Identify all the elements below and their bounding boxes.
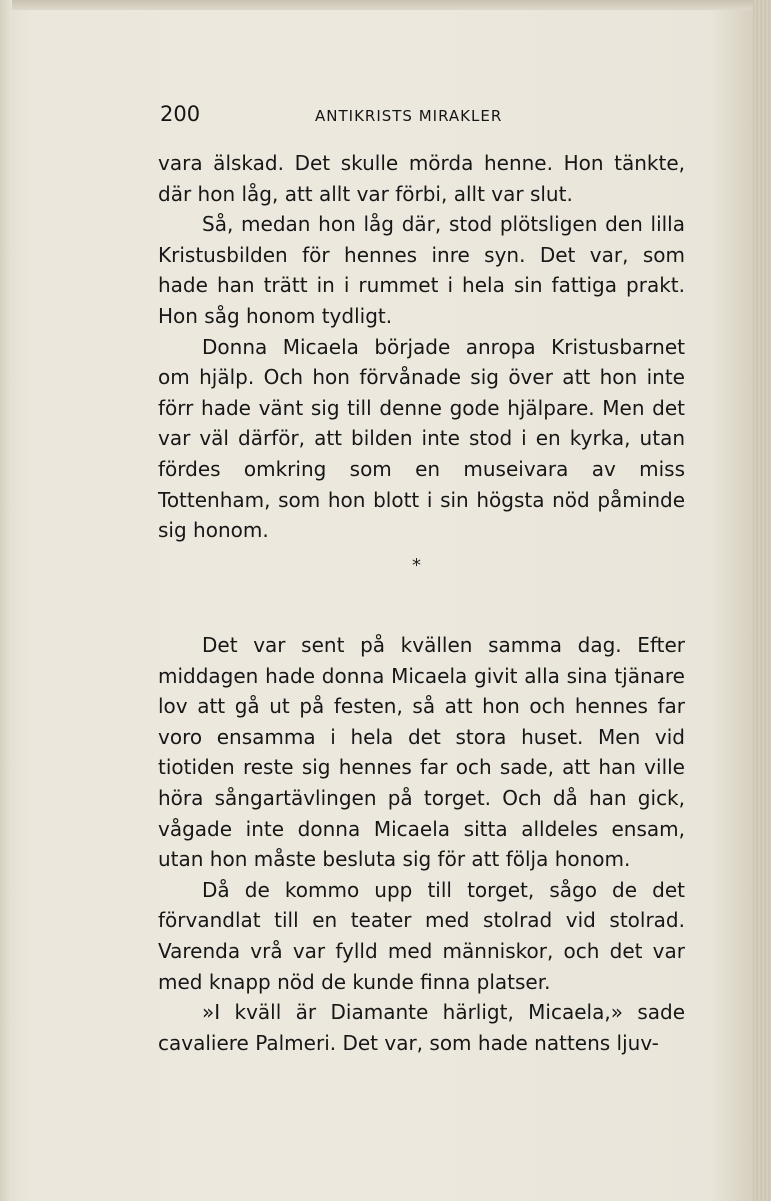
page-top-edge: [0, 0, 771, 10]
text-block-2: [158, 630, 685, 1058]
paragraph-3: Donna Micaela började anropa Kristusbarnet om hjälp. Och hon förvånade sig över att hon inte förr hade vänt sig till denne gode hjälpare. Men det var väl därför, att bilden inte stod i en kyrka, utan fördes omkring som en museivara av miss Tottenham, som hon blott i sin högsta nöd påminde sig honom.: [158, 334, 685, 543]
paragraph-5: Då de kommo upp till torget, sågo de det förvandlat till en teater med stolrad vid stolrad. Varenda vrå var fylld med människor, och det var med knapp nöd de kunde finna platser.: [158, 877, 685, 994]
paragraph-4: Det var sent på kvällen samma dag. Efter middagen hade donna Micaela givit alla sina tjänare lov att gå ut på festen, så att hon och hennes far voro ensamma i hela det stora huset. Men vid tiotiden reste sig hennes far och sade, att han ville höra sångartävlingen på torget. Och då han gick, vågade inte donna Micaela sitta alldeles ensam, utan hon måste besluta sig för att följa honom.: [158, 633, 685, 872]
section-separator: *: [412, 555, 421, 576]
text-block-1: [158, 148, 685, 546]
page-header: [160, 102, 695, 132]
page-number: 200: [160, 102, 201, 126]
paragraph-2: Så, medan hon låg där, stod plötsligen den lilla Kristusbilden för hennes inre syn. Det var, som hade han trätt in i rummet i hela sin fattiga prakt. Hon såg honom tydligt.: [158, 212, 685, 328]
page-right-edge: [753, 0, 771, 1201]
paragraph-6: »I kväll är Diamante härligt, Micaela,» sade cavaliere Palmeri. Det var, som hade nattens ljuv-: [158, 1000, 685, 1055]
page-left-edge: [0, 0, 12, 1201]
running-title: ANTIKRISTS MIRAKLER: [315, 107, 503, 125]
paragraph-1: vara älskad. Det skulle mörda henne. Hon tänkte, där hon låg, att allt var förbi, allt var slut.: [158, 151, 685, 206]
